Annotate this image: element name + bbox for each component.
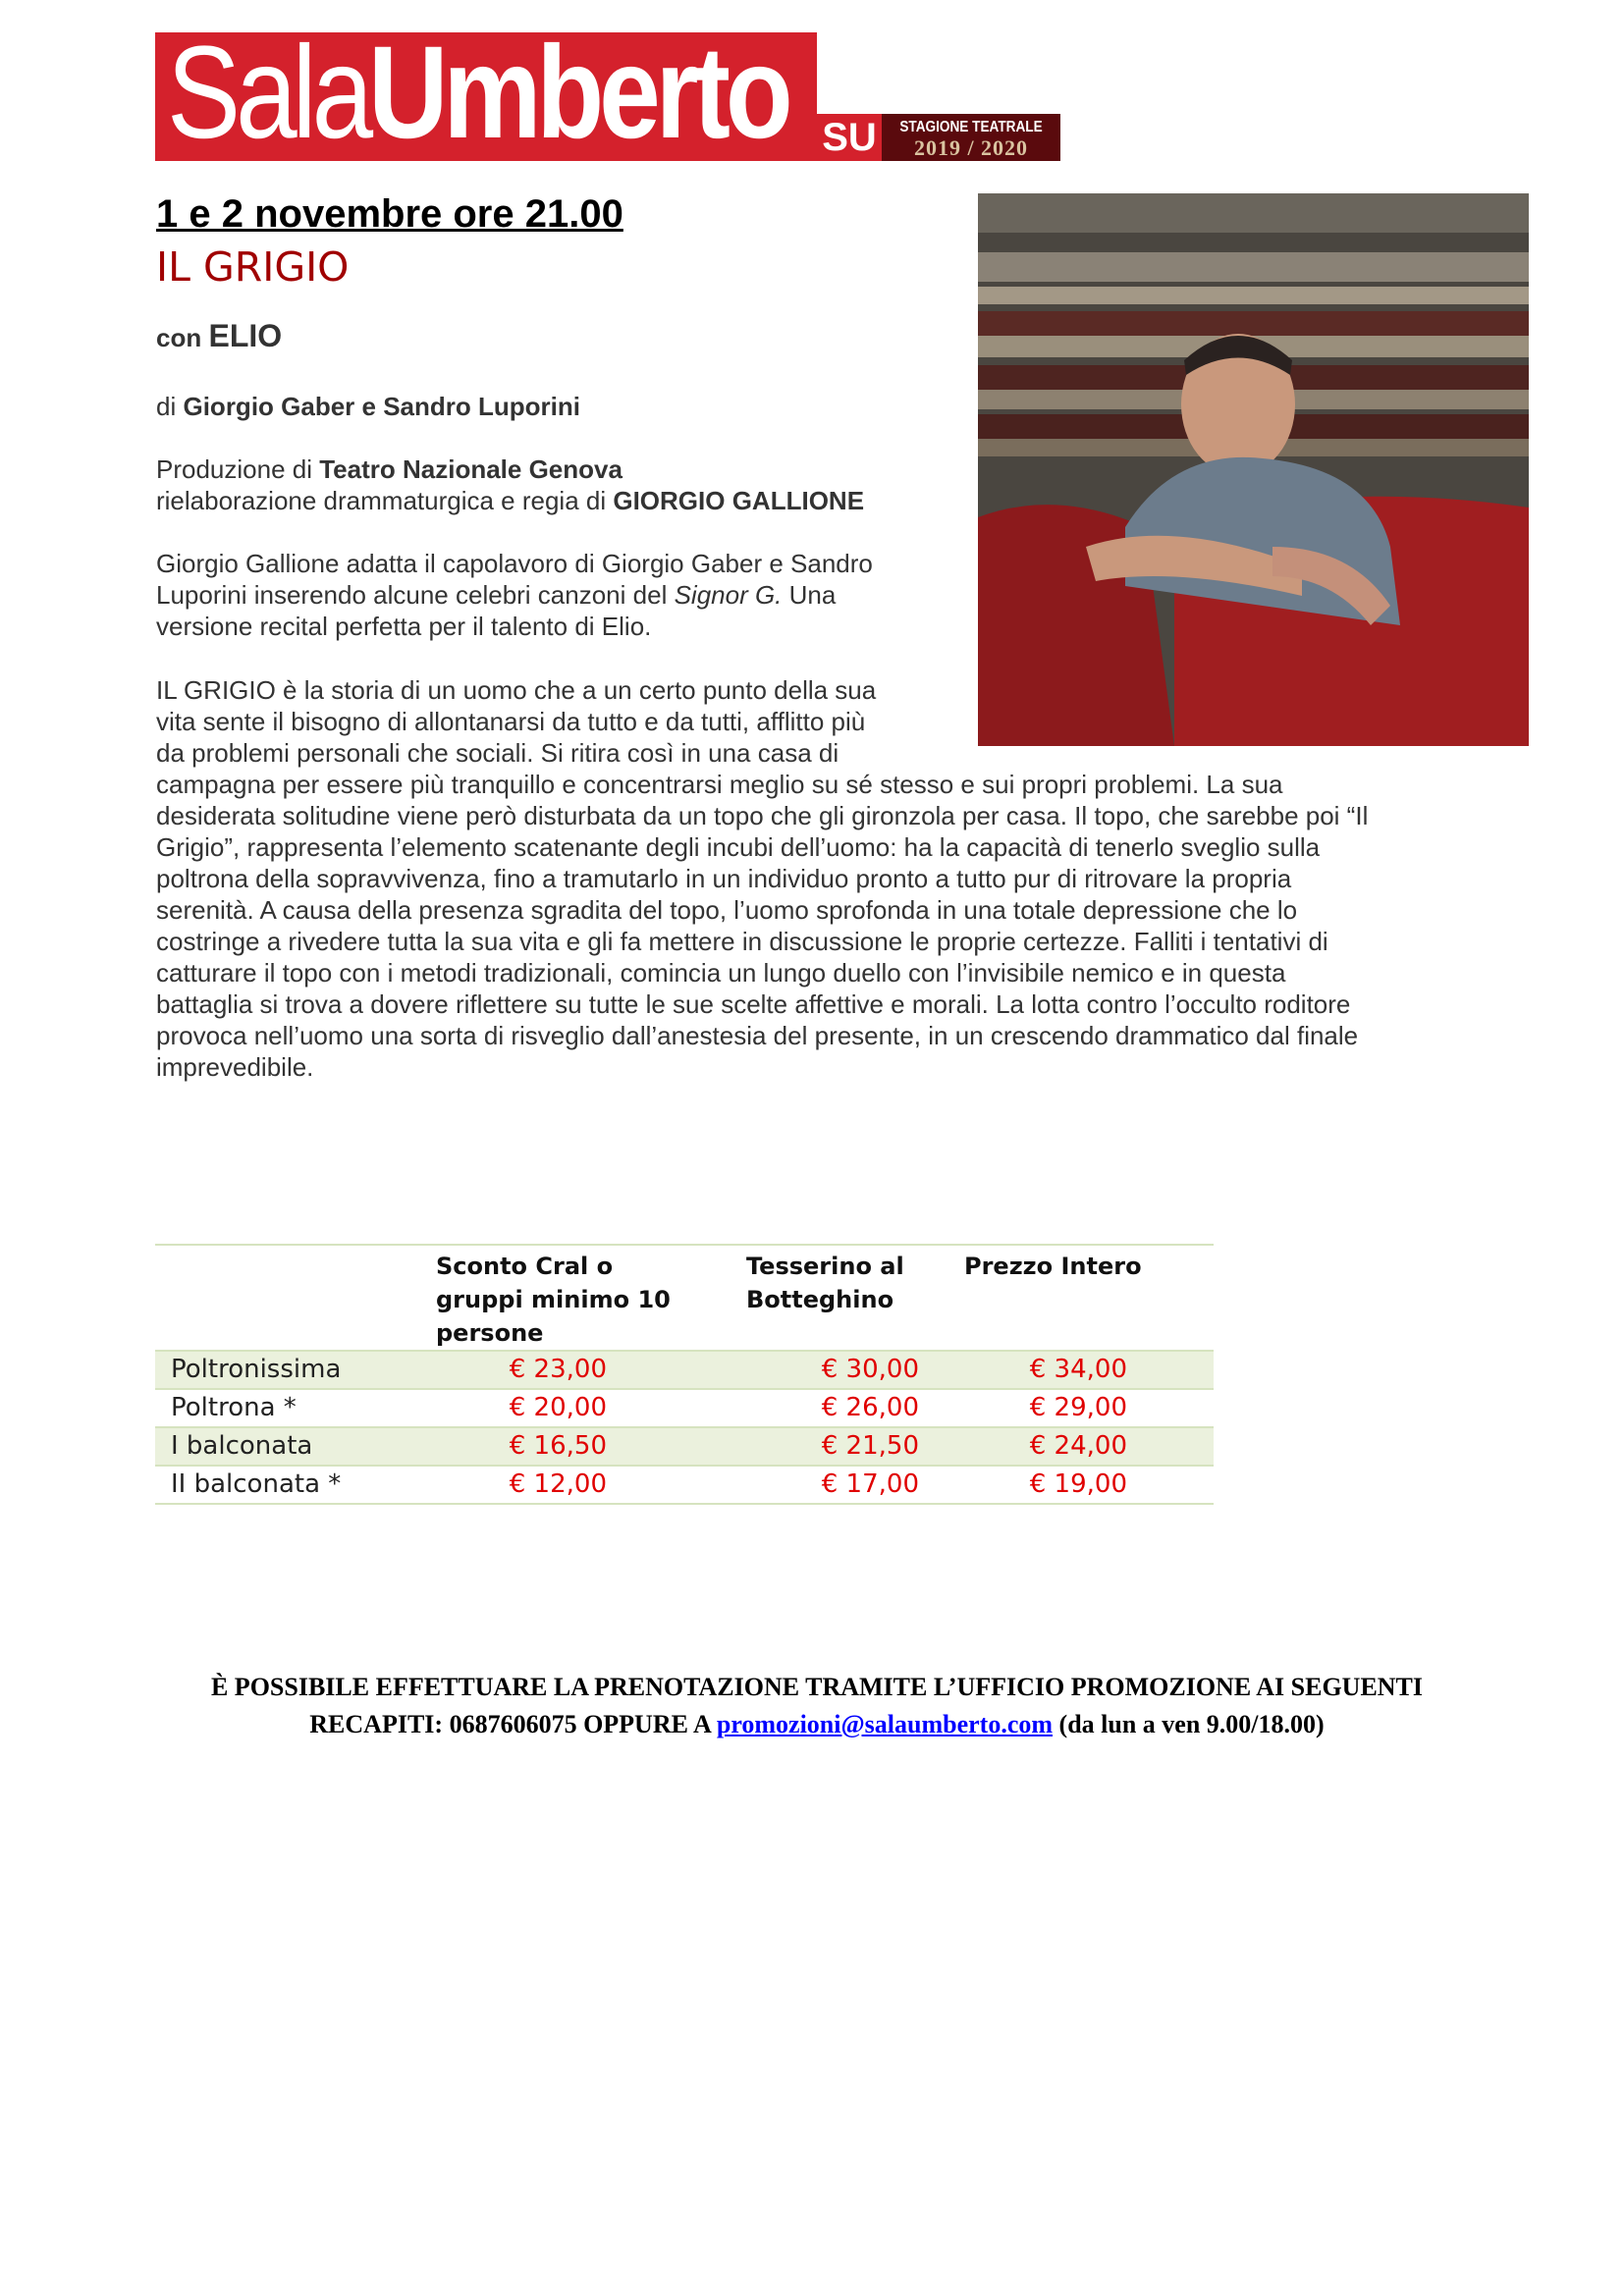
con-label: con	[156, 323, 202, 352]
synopsis-line: costringe a rivedere tutta la sua vita e gli fa mettere in discussione le proprie certezze. Falliti i tentativi di	[156, 927, 1328, 956]
header-tesserino: Tesserino al Botteghino	[746, 1245, 964, 1351]
header-category	[155, 1245, 436, 1351]
price-tesserino: € 21,50	[746, 1427, 964, 1466]
price-row	[155, 1351, 1214, 1389]
price-table-header	[155, 1245, 1214, 1351]
price-intero: € 19,00	[964, 1466, 1214, 1504]
intro-text: Una	[788, 580, 837, 610]
price-row	[155, 1389, 1214, 1427]
booking-hours: (da lun a ven 9.00/18.00)	[1058, 1710, 1325, 1738]
synopsis-line: poltrona della sopravvivenza, fino a tramutarlo in un individuo pronto a tutto pur di ritrovare la propria	[156, 864, 1292, 893]
price-tesserino: € 26,00	[746, 1389, 964, 1427]
director: GIORGIO GALLIONE	[613, 486, 865, 515]
price-intero: € 34,00	[964, 1351, 1214, 1389]
intro-line: versione recital perfetta per il talento di Elio.	[156, 612, 652, 641]
seat-category: Poltrona *	[155, 1389, 436, 1427]
intro-line	[156, 579, 873, 611]
synopsis-line: imprevedibile.	[156, 1052, 314, 1082]
price-intero: € 29,00	[964, 1389, 1214, 1427]
price-cral: € 23,00	[436, 1351, 746, 1389]
seat-category: I balconata	[155, 1427, 436, 1466]
synopsis-line: provoca nell’uomo una sorta di risveglio dall’anestesia del presente, in un crescendo drammatico dal finale	[156, 1021, 1359, 1050]
logo-sala: Sala	[167, 20, 369, 166]
synopsis-line: vita sente il bisogno di allontanarsi da tutto e da tutti, afflitto più	[156, 707, 866, 736]
synopsis-line: IL GRIGIO è la storia di un uomo che a un certo punto della sua	[156, 675, 877, 705]
intro-text: Luporini inserendo alcune celebri canzoni del	[156, 580, 668, 610]
booking-info	[0, 1669, 1624, 1743]
price-intero: € 24,00	[964, 1427, 1214, 1466]
synopsis-line: desiderata solitudine viene però disturbata da un topo che gli gironzola per casa. Il topo, che sarebbe poi “Il	[156, 801, 1369, 830]
booking-line-1: È POSSIBILE EFFETTUARE LA PRENOTAZIONE TRAMITE L’UFFICIO PROMOZIONE AI SEGUENTI	[210, 1673, 1424, 1701]
synopsis-line: Grigio”, rappresenta l’elemento scatenante degli incubi dell’uomo: ha la capacità di tenerlo sveglio sulla	[156, 832, 1321, 862]
header-cral: Sconto Cral o gruppi minimo 10 persone	[436, 1245, 746, 1351]
price-row	[155, 1427, 1214, 1466]
event-title: IL GRIGIO	[156, 243, 350, 291]
intro-line: Giorgio Gallione adatta il capolavoro di Giorgio Gaber e Sandro	[156, 549, 873, 578]
synopsis-line: catturare il topo con i metodi tradizionali, comincia un lungo duello con l’invisibile nemico e in questa	[156, 958, 1286, 988]
logo-umberto: Umberto	[368, 20, 788, 166]
performer-photo	[978, 193, 1529, 746]
price-table	[155, 1244, 1214, 1505]
price-tesserino: € 30,00	[746, 1351, 964, 1389]
event-date: 1 e 2 novembre ore 21.00	[156, 192, 623, 236]
price-cral: € 12,00	[436, 1466, 746, 1504]
signor-g: Signor G.	[674, 580, 783, 610]
authors: Giorgio Gaber e Sandro Luporini	[183, 392, 580, 421]
di-label: di	[156, 392, 177, 421]
season-years: 2019 / 2020	[913, 135, 1029, 160]
direction-label: rielaborazione drammaturgica e regia di	[156, 486, 607, 515]
seat-category: Poltronissima	[155, 1351, 436, 1389]
booking-phone: RECAPITI: 0687606075 OPPURE A	[309, 1710, 711, 1738]
price-tesserino: € 17,00	[746, 1466, 964, 1504]
performer-line	[156, 320, 282, 353]
synopsis-line: campagna per essere più tranquillo e concentrarsi meglio su sé stesso e sui propri problemi. La sua	[156, 770, 1283, 799]
booking-line-2	[0, 1706, 1624, 1743]
production-company: Teatro Nazionale Genova	[319, 454, 623, 484]
price-cral: € 16,50	[436, 1427, 746, 1466]
synopsis-line: battaglia si trova a dovere riflettere su tutte le sue scelte affettive e morali. La lotta contro l’occulto roditore	[156, 989, 1351, 1019]
authors-line	[156, 391, 580, 422]
performer-name: ELIO	[208, 318, 283, 353]
email-link[interactable]: promozioni@salaumberto.com	[716, 1710, 1054, 1738]
synopsis-line: da problemi personali che sociali. Si ritira così in una casa di	[156, 738, 839, 768]
price-cral: € 20,00	[436, 1389, 746, 1427]
logo-wordmark	[167, 20, 788, 167]
logo-su: SU	[817, 114, 882, 161]
seat-category: II balconata *	[155, 1466, 436, 1504]
header-intero: Prezzo Intero	[964, 1245, 1214, 1351]
price-row	[155, 1466, 1214, 1504]
season-label: STAGIONE TEATRALE	[899, 119, 1043, 135]
synopsis-line: serenità. A causa della presenza sgradita del topo, l’uomo sprofonda in una totale depressione che lo	[156, 895, 1298, 925]
intro-paragraph	[156, 548, 873, 642]
logo-season-badge	[882, 114, 1060, 161]
synopsis-paragraph	[156, 674, 1368, 1083]
production-block	[156, 454, 864, 516]
production-label: Produzione di	[156, 454, 312, 484]
